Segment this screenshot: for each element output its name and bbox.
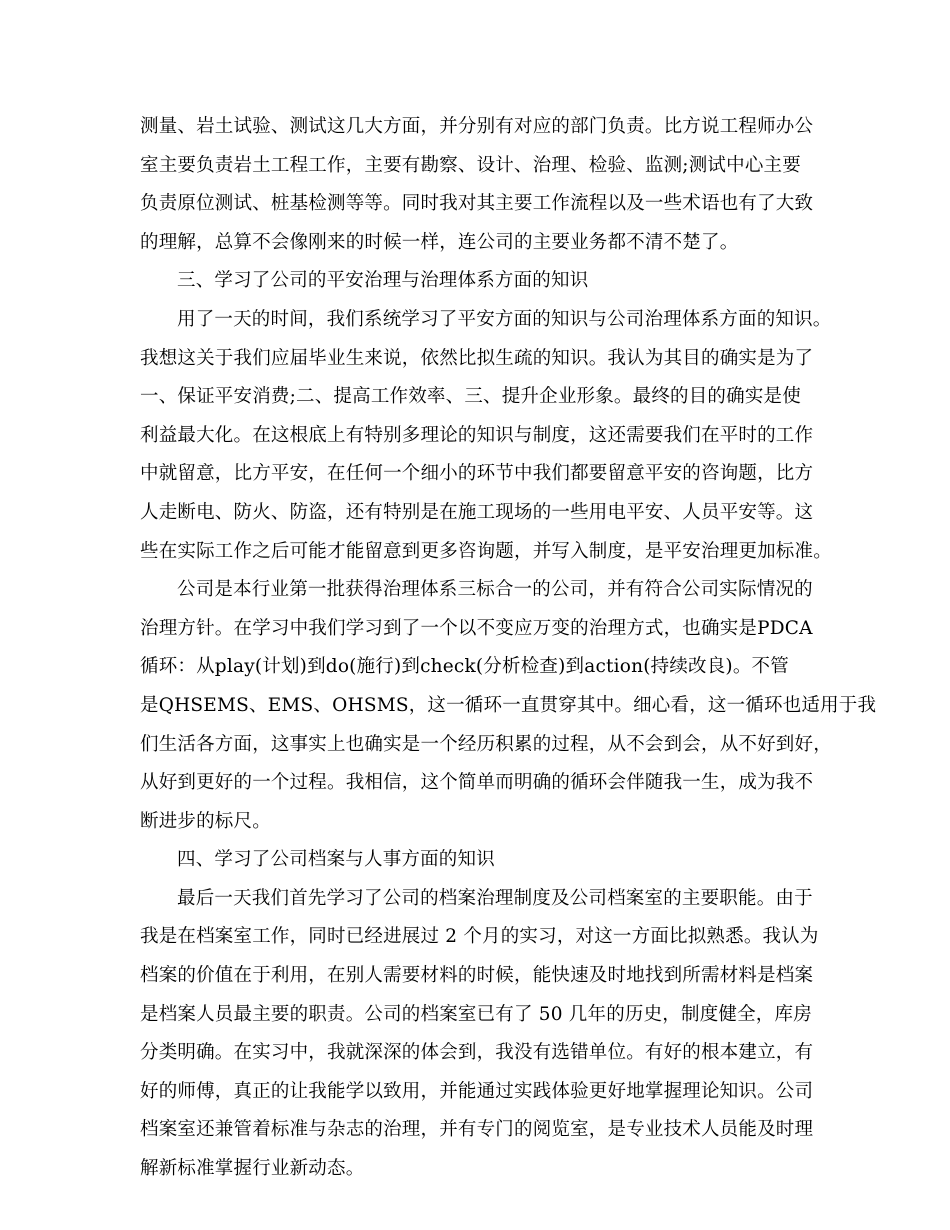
paragraph-line: 是档案人员最主要的职责。公司的档案室已有了 50 几年的历史，制度健全，库房 — [140, 1003, 812, 1025]
paragraph-line: 档案室还兼管着标准与杂志的治理，并有专门的阅览室，是专业技术人员能及时理 — [140, 1119, 814, 1141]
paragraph-line: 人走断电、防火、防盗，还有特别是在施工现场的一些用电平安、人员平安等。这 — [140, 501, 814, 523]
paragraph-line: 循环：从play(计划)到do(施行)到check(分析检查)到action(持续改良)。不管 — [140, 656, 789, 678]
paragraph-line: 从好到更好的一个过程。我相信，这个简单而明确的循环会伴随我一生，成为我不 — [140, 772, 814, 794]
paragraph-line: 是QHSEMS、EMS、OHSMS，这一循环一直贯穿其中。细心看，这一循环也适用于我 — [140, 694, 877, 716]
paragraph-line: 我想这关于我们应届毕业生来说，依然比拟生疏的知识。我认为其目的确实是为了 — [140, 347, 814, 369]
paragraph-line: 利益最大化。在这根底上有特别多理论的知识与制度，这还需要我们在平时的工作 — [140, 424, 814, 446]
paragraph-line: 最后一天我们首先学习了公司的档案治理制度及公司档案室的主要职能。由于 — [177, 887, 813, 909]
paragraph-line: 负责原位测试、桩基检测等等。同时我对其主要工作流程以及一些术语也有了大致 — [140, 193, 814, 215]
paragraph-line: 公司是本行业第一批获得治理体系三标合一的公司，并有符合公司实际情况的 — [177, 579, 813, 601]
paragraph-line: 分类明确。在实习中，我就深深的体会到，我没有选错单位。有好的根本建立，有 — [140, 1042, 814, 1064]
section-heading-3: 三、学习了公司的平安治理与治理体系方面的知识 — [177, 270, 589, 292]
paragraph-line: 用了一天的时间，我们系统学习了平安方面的知识与公司治理体系方面的知识。 — [177, 308, 832, 330]
paragraph-line: 些在实际工作之后可能才能留意到更多咨询题，并写入制度，是平安治理更加标准。 — [140, 540, 832, 562]
paragraph-line: 室主要负责岩土工程工作，主要有勘察、设计、治理、检验、监测;测试中心主要 — [140, 154, 801, 176]
paragraph-line: 治理方针。在学习中我们学习到了一个以不变应万变的治理方式，也确实是PDCA — [140, 617, 813, 639]
paragraph-line: 好的师傅，真正的让我能学以致用，并能通过实践体验更好地掌握理论知识。公司 — [140, 1080, 814, 1102]
paragraph-line: 的理解，总算不会像刚来的时候一样，连公司的主要业务都不清不楚了。 — [140, 231, 739, 253]
paragraph-line: 中就留意，比方平安，在任何一个细小的环节中我们都要留意平安的咨询题，比方 — [140, 463, 814, 485]
paragraph-line: 们生活各方面，这事实上也确实是一个经历积累的过程，从不会到会，从不好到好， — [140, 733, 832, 755]
section-heading-4: 四、学习了公司档案与人事方面的知识 — [177, 849, 495, 871]
paragraph-line: 档案的价值在于利用，在别人需要材料的时候，能快速及时地找到所需材料是档案 — [140, 965, 814, 987]
document-body — [140, 108, 877, 1189]
paragraph-line: 断进步的标尺。 — [140, 810, 271, 832]
paragraph-line: 我是在档案室工作，同时已经进展过 2 个月的实习，对这一方面比拟熟悉。我认为 — [140, 926, 819, 948]
paragraph-line: 解新标准掌握行业新动态。 — [140, 1158, 365, 1180]
paragraph-line: 一、保证平安消费;二、提高工作效率、三、提升企业形象。最终的目的确实是使 — [140, 386, 801, 408]
paragraph-line: 测量、岩土试验、测试这几大方面，并分别有对应的部门负责。比方说工程师办公 — [140, 116, 814, 137]
